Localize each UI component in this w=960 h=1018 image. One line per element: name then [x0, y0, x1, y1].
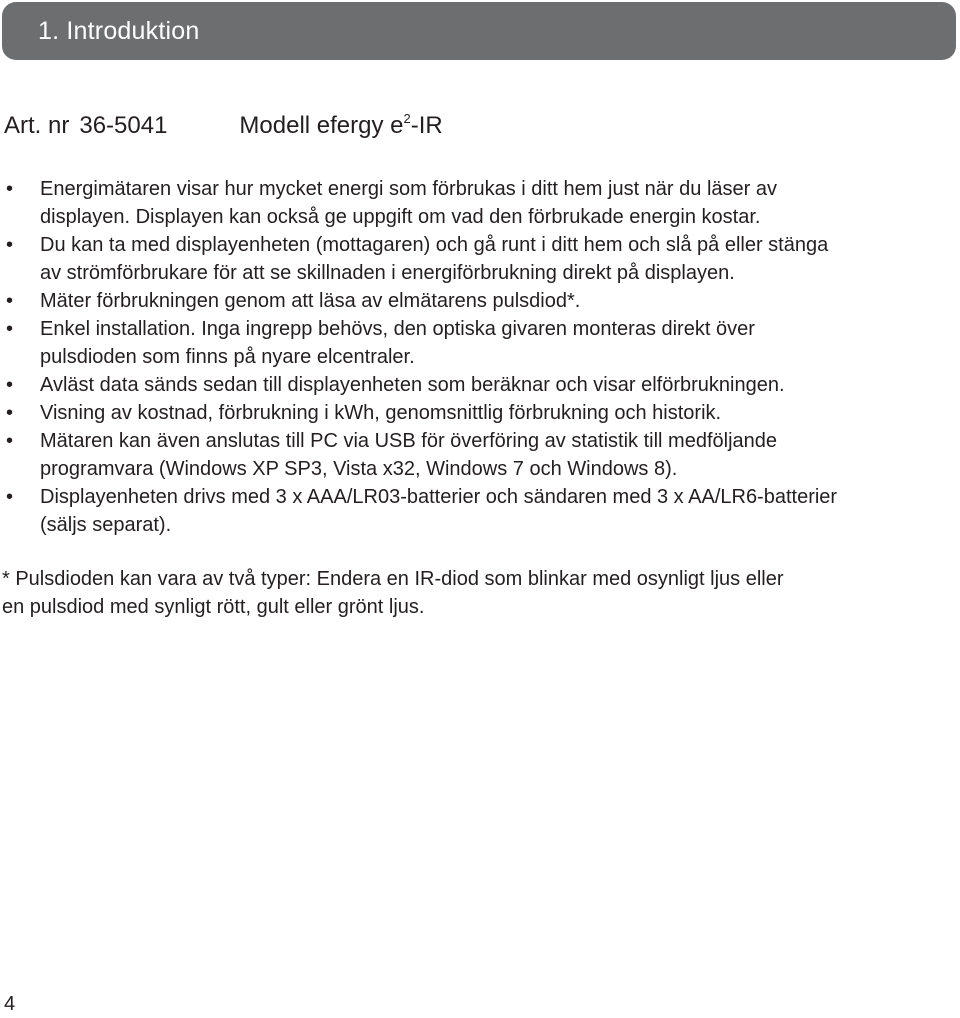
list-item-line: (säljs separat). [40, 514, 172, 536]
bullet-icon: • [6, 234, 14, 256]
list-item [0, 483, 956, 539]
bullet-icon: • [6, 430, 14, 452]
list-item-line: Mäter förbrukningen genom att läsa av elmätarens pulsdiod*. [40, 290, 581, 312]
list-item [0, 315, 956, 371]
list-item [0, 231, 956, 287]
list-item-line: Enkel installation. Inga ingrepp behövs, den optiska givaren monteras direkt över [40, 318, 755, 340]
list-item-line: av strömförbrukare för att se skillnaden i energiförbrukning direkt på displayen. [40, 262, 735, 284]
model-name-text: Modell efergy e [239, 112, 404, 139]
list-item-line: Du kan ta med displayenheten (mottagaren) och gå runt i ditt hem och slå på eller stänga [40, 234, 829, 256]
model-name [239, 112, 442, 143]
section-title: 1. Introduktion [38, 16, 200, 45]
list-item-line: programvara (Windows XP SP3, Vista x32, Windows 7 och Windows 8). [40, 458, 678, 480]
list-item-line: Displayenheten drivs med 3 x AAA/LR03-batterier och sändaren med 3 x AA/LR6-batterier [40, 486, 838, 508]
article-number-label: Art. nr [4, 112, 70, 139]
list-item [0, 371, 956, 399]
list-item [0, 175, 956, 231]
list-item-line: pulsdioden som finns på nyare elcentraler. [40, 346, 415, 368]
model-suffix: -IR [410, 112, 443, 139]
list-item-line: Visning av kostnad, förbrukning i kWh, genomsnittlig förbrukning och historik. [40, 402, 722, 424]
section-header-bar [2, 2, 956, 60]
article-number: 36-5041 [79, 112, 168, 139]
list-item-line: displayen. Displayen kan också ge uppgift om vad den förbrukade energin kostar. [40, 206, 761, 228]
bullet-icon: • [6, 318, 14, 340]
page-number: 4 [4, 993, 16, 1015]
bullet-icon: • [6, 178, 14, 200]
product-info [4, 112, 443, 143]
footnote-line: * Pulsdioden kan vara av två typer: Endera en IR-diod som blinkar med osynligt ljus eller [2, 568, 784, 590]
list-item-line: Avläst data sänds sedan till displayenheten som beräknar och visar elförbrukningen. [40, 374, 785, 396]
feature-list [0, 175, 956, 539]
bullet-icon: • [6, 374, 14, 396]
list-item [0, 399, 956, 427]
list-item-line: Mätaren kan även anslutas till PC via USB för överföring av statistik till medföljande [40, 430, 778, 452]
bullet-icon: • [6, 290, 14, 312]
list-item [0, 287, 956, 315]
model-superscript: 2 [403, 111, 411, 126]
list-item-line: Energimätaren visar hur mycket energi som förbrukas i ditt hem just när du läser av [40, 178, 777, 200]
list-item [0, 427, 956, 483]
footnote [2, 565, 784, 621]
footnote-line: en pulsdiod med synligt rött, gult eller grönt ljus. [2, 596, 425, 618]
bullet-icon: • [6, 486, 14, 508]
bullet-icon: • [6, 402, 14, 424]
